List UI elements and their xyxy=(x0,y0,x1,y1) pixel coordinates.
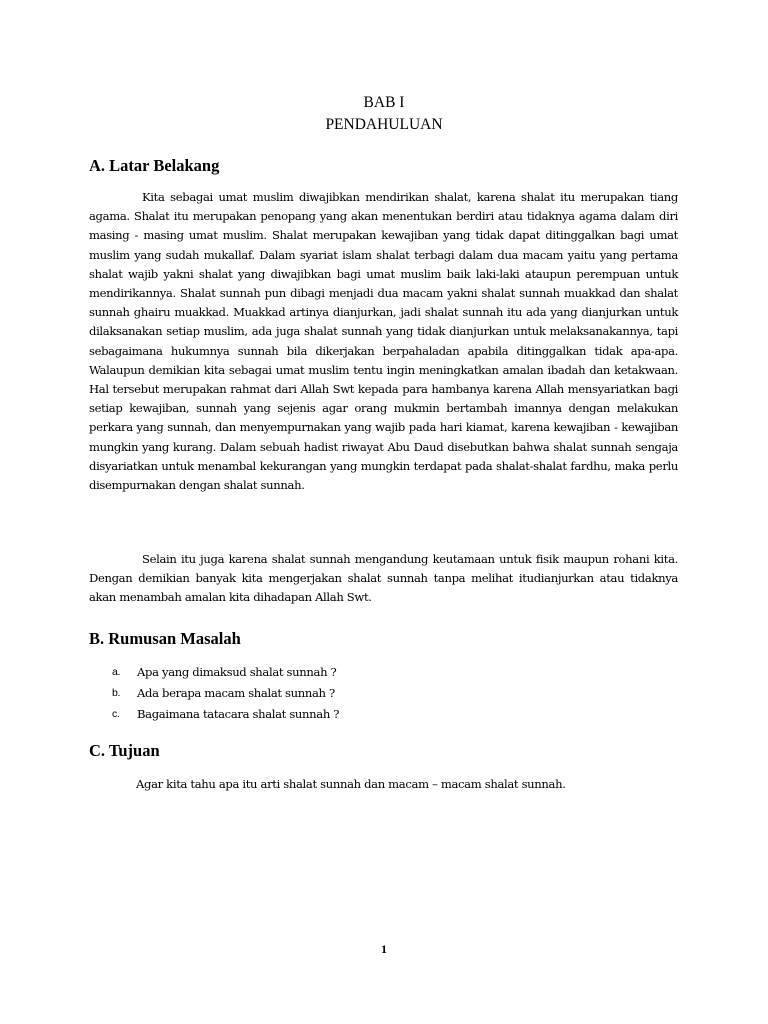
list-marker: c. xyxy=(112,708,120,720)
list-item-text: Apa yang dimaksud shalat sunnah ? xyxy=(137,665,337,679)
problem-list xyxy=(112,662,339,725)
list-item xyxy=(112,662,339,683)
background-paragraph-1: Kita sebagai umat muslim diwajibkan mendirikan shalat, karena shalat itu merupakan tiang agama. Shalat itu merupakan penopang yang akan menentukan berdiri atau tidaknya agama dalam diri masing - masing umat muslim. Shalat merupakan kewajiban yang tidak dapat ditinggalkan bagi umat muslim yang sudah mukallaf. Dalam syariat islam shalat terbagi dalam dua macam yaitu yang pertama shalat wajib yakni shalat yang diwajibkan bagi umat muslim baik laki-laki ataupun perempuan untuk mendirikannya. Shalat sunnah pun dibagi menjadi dua macam yakni shalat sunnah muakkad dan shalat sunnah ghairu muakkad. Muakkad artinya dianjurkan, jadi shalat sunnah itu ada yang dianjurkan untuk dilaksanakan setiap muslim, ada juga shalat sunnah yang tidak dianjurkan untuk melaksanakannya, tapi sebagaimana hukumnya sunnah bila dikerjakan berpahaladan apabila ditinggalkan tidak apa-apa. Walaupun demikian kita sebagai umat muslim tentu ingin meningkatkan amalan ibadah dan ketakwaan. Hal tersebut merupakan rahmat dari Allah Swt kepada para hambanya karena Allah mensyariatkan bagi setiap kewajiban, sunnah yang sejenis agar orang mukmin bertambah imannya dengan melakukan perkara yang sunnah, dan menyempurnakan yang wajib pada hari kiamat, karena kewajiban - kewajiban mungkin yang kurang. Dalam sebuah hadist riwayat Abu Daud disebutkan bahwa shalat sunnah sengaja disyariatkan untuk menambal kekurangan yang mungkin terdapat pada shalat-shalat fardhu, maka perlu disempurnakan dengan shalat sunnah. xyxy=(89,190,678,493)
page-number: 1 xyxy=(381,942,387,956)
list-item-text: Bagaimana tatacara shalat sunnah ? xyxy=(137,707,340,721)
list-item xyxy=(112,683,339,704)
list-marker: a. xyxy=(112,666,121,678)
list-item xyxy=(112,704,339,725)
section-heading-latar-belakang: A. Latar Belakang xyxy=(89,156,220,175)
list-marker: b. xyxy=(112,687,121,699)
section-heading-rumusan-masalah: B. Rumusan Masalah xyxy=(89,629,241,648)
chapter-number: BAB I xyxy=(363,94,405,111)
background-paragraph-2: Selain itu juga karena shalat sunnah mengandung keutamaan untuk fisik maupun rohani kita. Dengan demikian banyak kita mengerjakan shalat sunnah tanpa melihat itudianjurkan atau tidaknya akan menambah amalan kita dihadapan Allah Swt. xyxy=(89,552,678,605)
chapter-title: PENDAHULUAN xyxy=(325,116,443,133)
section-heading-tujuan: C. Tujuan xyxy=(89,741,160,760)
objective-text: Agar kita tahu apa itu arti shalat sunnah dan macam – macam shalat sunnah. xyxy=(136,777,566,791)
list-item-text: Ada berapa macam shalat sunnah ? xyxy=(137,686,335,700)
